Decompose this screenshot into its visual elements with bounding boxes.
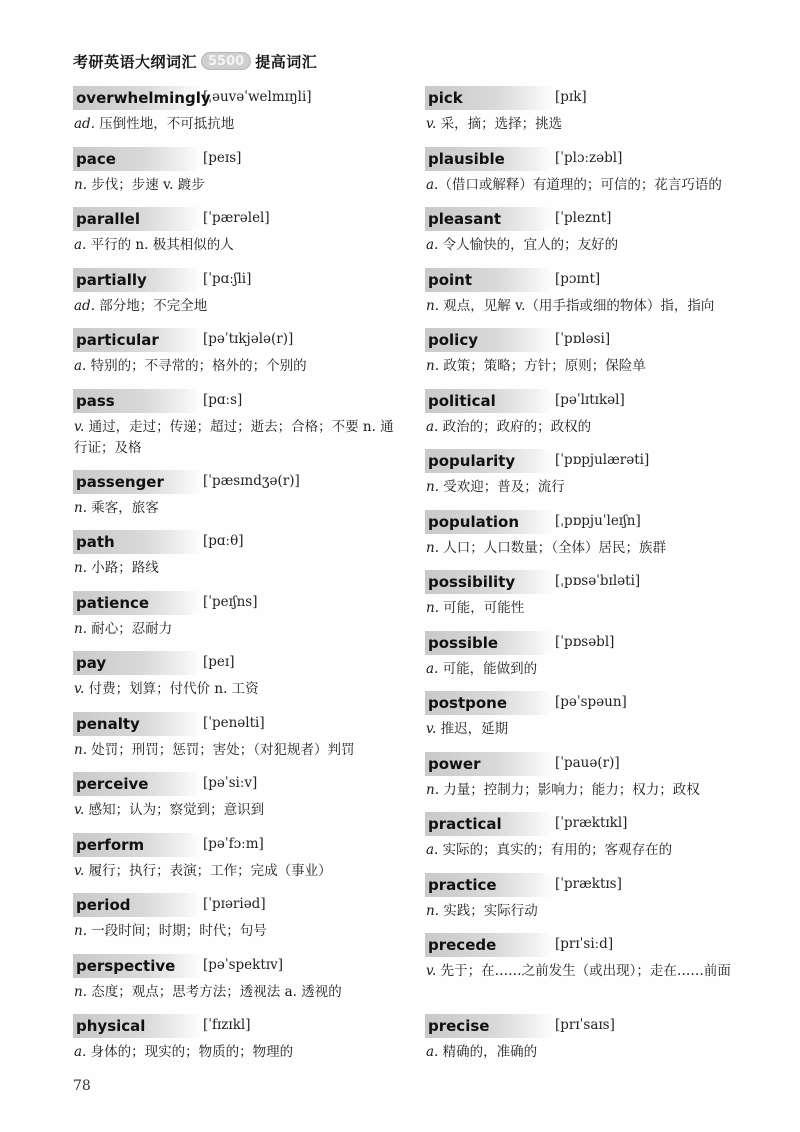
phonetic: [ˈpɒpjulærəti] bbox=[555, 452, 650, 468]
headword-line bbox=[425, 932, 770, 958]
headword: possible bbox=[428, 633, 499, 652]
headword-line bbox=[425, 267, 770, 293]
headword-line bbox=[73, 85, 403, 111]
part-of-speech: n. bbox=[426, 479, 439, 495]
part-of-speech: v. bbox=[74, 862, 85, 879]
vocab-entry bbox=[425, 690, 770, 751]
headword: plausible bbox=[428, 149, 505, 168]
definition-text: 政治的；政府的；政权的 bbox=[438, 418, 592, 435]
definition-text: 特别的；不寻常的；格外的；个别的 bbox=[86, 358, 307, 374]
headword-line bbox=[425, 206, 770, 232]
definition-text: 压倒性地，不可抵抗地 bbox=[94, 116, 235, 132]
headword-line bbox=[73, 388, 403, 414]
phonetic: [ˈpræktɪs] bbox=[555, 875, 622, 892]
vocab-entry bbox=[425, 872, 770, 933]
headword-line bbox=[73, 650, 403, 676]
part-of-speech: n. bbox=[426, 600, 439, 616]
headword: precede bbox=[428, 936, 497, 954]
part-of-speech: n. bbox=[74, 983, 87, 1000]
part-of-speech: n. bbox=[74, 923, 87, 939]
header-title: 考研英语大纲词汇 bbox=[73, 52, 198, 71]
definition bbox=[73, 679, 403, 700]
headword: period bbox=[76, 896, 131, 914]
definition-text: 实践；实际行动 bbox=[439, 902, 538, 919]
vocab-entry bbox=[73, 832, 403, 893]
part-of-speech: v. bbox=[74, 418, 85, 435]
definition bbox=[425, 901, 770, 922]
vocab-entry bbox=[73, 85, 403, 146]
headword-highlight bbox=[73, 833, 201, 857]
vocab-entry bbox=[425, 932, 770, 1013]
definition bbox=[73, 235, 403, 256]
definition-text: 履行；执行；表演；工作；完成（事业） bbox=[84, 862, 332, 879]
part-of-speech: v. bbox=[74, 802, 85, 818]
definition bbox=[73, 740, 403, 761]
headword-line bbox=[425, 509, 770, 535]
phonetic: [ˈpræktɪkl] bbox=[555, 815, 628, 831]
definition-text: 政策；策略；方针；原则；保险单 bbox=[439, 358, 646, 374]
headword: precise bbox=[428, 1017, 490, 1035]
definition bbox=[73, 356, 403, 377]
headword-highlight bbox=[425, 691, 553, 715]
phonetic: [ˌpɒpjuˈleɪʃn] bbox=[555, 512, 641, 529]
phonetic: [ˈplɔːzəbl] bbox=[555, 149, 623, 166]
headword-highlight bbox=[73, 530, 201, 554]
phonetic: [peɪ] bbox=[203, 654, 235, 670]
vocab-entry bbox=[73, 267, 403, 328]
phonetic: [pəˈspektɪv] bbox=[203, 956, 283, 973]
phonetic: [ˈpeɪʃns] bbox=[203, 593, 258, 610]
headword-highlight bbox=[425, 328, 553, 352]
phonetic: [pəˈfɔːm] bbox=[203, 835, 264, 852]
headword-highlight bbox=[73, 772, 201, 796]
headword-highlight bbox=[73, 591, 201, 615]
phonetic: [ˈpleznt] bbox=[555, 210, 612, 226]
headword: pay bbox=[76, 654, 107, 672]
phonetic: [ˈpærəlel] bbox=[203, 210, 270, 226]
phonetic: [ˈpɒləsi] bbox=[555, 331, 611, 347]
headword-line bbox=[425, 1013, 770, 1039]
vocab-entry bbox=[73, 388, 403, 469]
headword-line bbox=[425, 872, 770, 898]
headword: point bbox=[428, 270, 473, 289]
headword-line bbox=[425, 146, 770, 172]
definition-text: 耐心；忍耐力 bbox=[87, 620, 173, 637]
part-of-speech: n. bbox=[426, 902, 439, 919]
definition bbox=[425, 296, 770, 317]
headword-highlight bbox=[425, 1014, 553, 1038]
headword: perform bbox=[76, 835, 145, 854]
part-of-speech: ad. bbox=[74, 116, 95, 132]
definition-text: 采，摘；选择；挑选 bbox=[436, 116, 563, 132]
definition-text: 精确的，准确的 bbox=[438, 1044, 538, 1060]
phonetic: [pɔɪnt] bbox=[555, 270, 601, 287]
headword-line bbox=[425, 448, 770, 474]
definition-text: 观点，见解 v.（用手指或细的物体）指，指向 bbox=[439, 297, 715, 314]
vocab-entry bbox=[425, 206, 770, 267]
vocab-entry bbox=[73, 206, 403, 267]
part-of-speech: v. bbox=[426, 116, 437, 132]
definition bbox=[425, 1042, 770, 1063]
headword: policy bbox=[428, 331, 478, 349]
headword: power bbox=[428, 754, 481, 773]
definition bbox=[425, 840, 770, 861]
phonetic: [prɪˈsiːd] bbox=[555, 936, 614, 952]
vocab-entry bbox=[425, 388, 770, 449]
phonetic: [ˌəuvəˈwelmɪŋli] bbox=[203, 89, 312, 105]
headword-line bbox=[73, 953, 403, 979]
part-of-speech: n. bbox=[426, 358, 439, 374]
part-of-speech: n. bbox=[74, 620, 87, 637]
definition bbox=[73, 558, 403, 579]
vocab-entry bbox=[425, 630, 770, 691]
definition-text: 推迟，延期 bbox=[436, 721, 509, 737]
phonetic: [ˌpɒsəˈbɪləti] bbox=[555, 573, 641, 589]
definition-text: 身体的；现实的；物质的；物理的 bbox=[86, 1044, 294, 1060]
headword-line bbox=[425, 569, 770, 595]
part-of-speech: a. bbox=[426, 237, 439, 253]
part-of-speech: n. bbox=[426, 781, 439, 798]
part-of-speech: n. bbox=[74, 176, 87, 193]
left-column bbox=[73, 85, 403, 1074]
definition-text: 可能，可能性 bbox=[439, 600, 525, 616]
vocab-entry bbox=[425, 751, 770, 812]
definition bbox=[73, 175, 403, 196]
definition bbox=[73, 114, 403, 135]
phonetic: [pɑːθ] bbox=[203, 533, 244, 549]
headword: parallel bbox=[76, 210, 140, 228]
definition-text: 付费；划算；付代价 n. 工资 bbox=[84, 681, 259, 697]
headword-highlight bbox=[73, 712, 201, 736]
headword-line bbox=[73, 711, 403, 737]
headword-highlight bbox=[425, 207, 553, 231]
headword: pleasant bbox=[428, 210, 502, 228]
phonetic: [pəˈlɪtɪkəl] bbox=[555, 391, 625, 408]
part-of-speech: n. bbox=[74, 499, 87, 516]
part-of-speech: ad. bbox=[74, 297, 95, 314]
headword: overwhelmingly bbox=[76, 89, 211, 107]
headword: pick bbox=[428, 89, 463, 107]
vocab-entry bbox=[425, 146, 770, 207]
headword: perspective bbox=[76, 956, 176, 975]
vocab-entry bbox=[425, 509, 770, 570]
definition-text: 受欢迎；普及；流行 bbox=[439, 479, 565, 495]
phonetic: [pəˈsiːv] bbox=[203, 775, 258, 791]
headword: partially bbox=[76, 270, 147, 289]
part-of-speech: a. bbox=[74, 1044, 87, 1060]
headword: physical bbox=[76, 1017, 146, 1035]
part-of-speech: v. bbox=[426, 963, 437, 979]
headword-highlight bbox=[425, 752, 553, 776]
vocab-entry bbox=[425, 267, 770, 328]
headword: practice bbox=[428, 875, 497, 894]
part-of-speech: a. bbox=[74, 237, 87, 253]
definition-text: 感知；认为；察觉到；意识到 bbox=[84, 802, 265, 818]
headword: practical bbox=[428, 815, 502, 833]
definition bbox=[425, 235, 770, 256]
header-badge: 5500 bbox=[201, 52, 251, 70]
definition-text: 通过，走过；传递；超过；逝去；合格；不要 n. 通行证；及格 bbox=[74, 418, 394, 456]
definition bbox=[425, 417, 770, 438]
phonetic: [ˈpæsɪndʒə(r)] bbox=[203, 472, 300, 489]
definition bbox=[425, 961, 770, 982]
phonetic: [pɪk] bbox=[555, 89, 587, 105]
definition bbox=[73, 921, 403, 942]
headword: path bbox=[76, 533, 115, 551]
headword: passenger bbox=[76, 472, 164, 491]
headword: particular bbox=[76, 331, 159, 349]
headword-highlight bbox=[73, 893, 201, 917]
part-of-speech: v. bbox=[426, 721, 437, 737]
right-column bbox=[425, 85, 770, 1074]
headword-line bbox=[73, 469, 403, 495]
definition bbox=[425, 114, 770, 135]
phonetic: [pəˈspəun] bbox=[555, 694, 627, 710]
headword-line bbox=[73, 146, 403, 172]
headword-highlight bbox=[73, 86, 211, 110]
headword: perceive bbox=[76, 775, 149, 793]
definition-text: 人口；人口数量；（全体）居民；族群 bbox=[439, 539, 667, 556]
part-of-speech: a. bbox=[426, 842, 439, 858]
part-of-speech: a. bbox=[426, 418, 439, 435]
vocab-entry bbox=[425, 327, 770, 388]
definition-text: 部分地；不完全地 bbox=[94, 297, 208, 314]
headword-highlight bbox=[425, 631, 553, 655]
headword: popularity bbox=[428, 452, 516, 470]
definition bbox=[73, 982, 403, 1003]
headword-highlight bbox=[73, 954, 201, 978]
part-of-speech: a. bbox=[74, 358, 87, 374]
part-of-speech: a. bbox=[426, 176, 439, 193]
phonetic: [prɪˈsaɪs] bbox=[555, 1017, 615, 1033]
definition bbox=[425, 477, 770, 498]
headword-line bbox=[73, 206, 403, 232]
headword-highlight bbox=[73, 147, 201, 171]
page-number: 78 bbox=[73, 1078, 91, 1094]
headword: pace bbox=[76, 149, 116, 168]
headword-highlight bbox=[73, 328, 201, 352]
header-subtitle: 提高词汇 bbox=[255, 52, 318, 71]
headword-line bbox=[73, 590, 403, 616]
definition bbox=[425, 356, 770, 377]
phonetic: [pɑːs] bbox=[203, 391, 243, 408]
phonetic: [ˈpauə(r)] bbox=[555, 754, 620, 771]
phonetic: [ˈpɑːʃli] bbox=[203, 270, 252, 287]
headword-highlight bbox=[425, 449, 553, 473]
definition-text: 一段时间；时期；时代；句号 bbox=[87, 923, 267, 939]
part-of-speech: n. bbox=[426, 297, 439, 314]
headword-line bbox=[73, 529, 403, 555]
headword-line bbox=[425, 751, 770, 777]
headword-highlight bbox=[73, 470, 201, 494]
part-of-speech: v. bbox=[74, 681, 85, 697]
definition bbox=[425, 780, 770, 801]
definition bbox=[73, 1042, 403, 1063]
headword-line bbox=[73, 771, 403, 797]
vocab-entry bbox=[73, 529, 403, 590]
definition-text: 处罚；刑罚；惩罚；害处；（对犯规者）判罚 bbox=[87, 741, 355, 758]
headword-line bbox=[425, 630, 770, 656]
phonetic: [ˈpɒsəbl] bbox=[555, 633, 615, 650]
headword: political bbox=[428, 391, 496, 410]
vocab-entry bbox=[425, 569, 770, 630]
headword-line bbox=[73, 327, 403, 353]
definition bbox=[425, 659, 770, 680]
definition bbox=[73, 417, 403, 459]
headword-line bbox=[73, 1013, 403, 1039]
definition-text: 小路；路线 bbox=[87, 560, 159, 576]
vocab-entry bbox=[73, 771, 403, 832]
phonetic: [ˈpɪəriəd] bbox=[203, 896, 266, 912]
headword: penalty bbox=[76, 714, 140, 733]
page-header bbox=[73, 50, 317, 72]
headword-highlight bbox=[425, 147, 553, 171]
definition-text: 态度；观点；思考方法；透视法 a. 透视的 bbox=[87, 983, 342, 1000]
definition-text: 乘客，旅客 bbox=[87, 499, 159, 516]
definition bbox=[425, 598, 770, 619]
headword-highlight bbox=[73, 389, 201, 413]
vocab-entry bbox=[73, 892, 403, 953]
headword-highlight bbox=[425, 812, 553, 836]
headword-highlight bbox=[425, 389, 553, 413]
definition bbox=[425, 175, 770, 196]
headword-highlight bbox=[73, 1014, 201, 1038]
vocab-entry bbox=[73, 1013, 403, 1074]
part-of-speech: a. bbox=[426, 1044, 439, 1060]
headword-highlight bbox=[425, 268, 553, 292]
definition-text: 先于；在……之前发生（或出现）；走在……前面 bbox=[436, 963, 731, 979]
definition bbox=[73, 619, 403, 640]
definition bbox=[425, 538, 770, 559]
headword-line bbox=[425, 690, 770, 716]
phonetic: [pəˈtɪkjələ(r)] bbox=[203, 331, 294, 347]
vocab-entry bbox=[73, 711, 403, 772]
vocab-entry bbox=[425, 85, 770, 146]
headword: patience bbox=[76, 593, 150, 612]
definition-text: 平行的 n. 极其相似的人 bbox=[86, 237, 234, 253]
vocab-entry bbox=[73, 953, 403, 1014]
headword-highlight bbox=[425, 570, 553, 594]
vocab-entry bbox=[73, 650, 403, 711]
vocab-entry bbox=[425, 811, 770, 872]
definition bbox=[425, 719, 770, 740]
headword-line bbox=[73, 832, 403, 858]
part-of-speech: a. bbox=[426, 660, 439, 677]
definition-text: 力量；控制力；影响力；能力；权力；政权 bbox=[439, 781, 700, 798]
headword-line bbox=[73, 267, 403, 293]
phonetic: [ˈfɪzɪkl] bbox=[203, 1017, 251, 1033]
headword: population bbox=[428, 512, 520, 531]
vocab-entry bbox=[73, 590, 403, 651]
vocab-entry bbox=[73, 327, 403, 388]
headword-line bbox=[425, 811, 770, 837]
vocab-entry bbox=[425, 1013, 770, 1074]
definition bbox=[73, 296, 403, 317]
headword: possibility bbox=[428, 573, 516, 591]
headword-highlight bbox=[425, 86, 553, 110]
headword: pass bbox=[76, 391, 115, 410]
headword-line bbox=[425, 388, 770, 414]
headword-highlight bbox=[73, 268, 201, 292]
definition-text: 实际的；真实的；有用的；客观存在的 bbox=[438, 842, 673, 858]
definition-text: 步伐；步速 v. 踱步 bbox=[87, 176, 205, 193]
headword-highlight bbox=[425, 510, 553, 534]
part-of-speech: n. bbox=[426, 539, 439, 556]
headword-line bbox=[425, 85, 770, 111]
headword-line bbox=[425, 327, 770, 353]
headword: postpone bbox=[428, 694, 508, 712]
definition-text: 可能，能做到的 bbox=[438, 660, 538, 677]
headword-highlight bbox=[73, 651, 201, 675]
part-of-speech: n. bbox=[74, 741, 87, 758]
vocab-entry bbox=[73, 146, 403, 207]
definition-text: 令人愉快的，宜人的；友好的 bbox=[438, 237, 619, 253]
definition bbox=[73, 800, 403, 821]
vocab-entry bbox=[425, 448, 770, 509]
headword-highlight bbox=[425, 873, 553, 897]
vocab-entry bbox=[73, 469, 403, 530]
headword-highlight bbox=[425, 933, 553, 957]
phonetic: [ˈpenəlti] bbox=[203, 714, 265, 731]
definition-text: （借口或解释）有道理的；可信的；花言巧语的 bbox=[438, 176, 722, 193]
phonetic: [peɪs] bbox=[203, 149, 242, 166]
headword-highlight bbox=[73, 207, 201, 231]
part-of-speech: n. bbox=[74, 560, 87, 576]
headword-line bbox=[73, 892, 403, 918]
definition bbox=[73, 861, 403, 882]
definition bbox=[73, 498, 403, 519]
